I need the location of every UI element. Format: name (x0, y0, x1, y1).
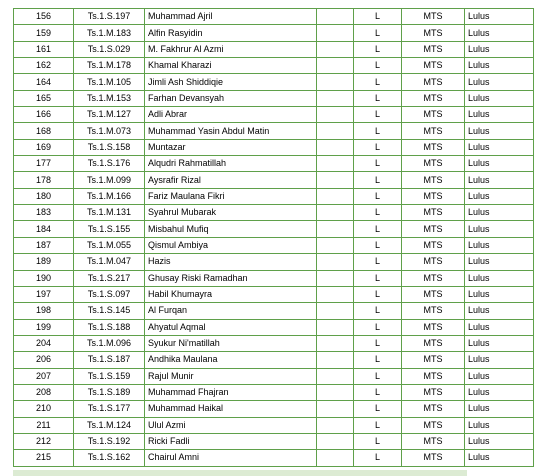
cell-student-name: Alfin Rasyidin (145, 25, 317, 41)
cell-empty (317, 90, 354, 106)
cell-student-id: Ts.1.S.176 (74, 156, 145, 172)
cell-student-id: Ts.1.M.099 (74, 172, 145, 188)
cell-gender: L (354, 74, 402, 90)
cell-student-name: Chairul Amni (145, 450, 317, 466)
cell-student-id: Ts.1.M.153 (74, 90, 145, 106)
cell-student-name: Muhammad Yasin Abdul Matin (145, 123, 317, 139)
cell-school-level: MTS (402, 107, 465, 123)
cell-status: Lulus (465, 401, 534, 417)
cell-empty (317, 58, 354, 74)
table-row (14, 139, 534, 155)
cell-gender: L (354, 25, 402, 41)
cell-number: 207 (14, 368, 74, 384)
cell-gender: L (354, 237, 402, 253)
student-results-table (13, 8, 534, 467)
cell-number: 159 (14, 25, 74, 41)
cell-empty (317, 335, 354, 351)
cell-empty (317, 254, 354, 270)
table-row (14, 433, 534, 449)
cell-gender: L (354, 417, 402, 433)
cell-status: Lulus (465, 286, 534, 302)
cell-school-level: MTS (402, 123, 465, 139)
cell-student-name: Rajul Munir (145, 368, 317, 384)
cell-empty (317, 433, 354, 449)
cell-student-id: Ts.1.M.105 (74, 74, 145, 90)
cell-student-name: Adli Abrar (145, 107, 317, 123)
cell-status: Lulus (465, 123, 534, 139)
cell-student-id: Ts.1.S.187 (74, 352, 145, 368)
cell-school-level: MTS (402, 450, 465, 466)
cell-school-level: MTS (402, 41, 465, 57)
table-row (14, 450, 534, 466)
cell-student-name: Hazis (145, 254, 317, 270)
table-row (14, 270, 534, 286)
cell-empty (317, 41, 354, 57)
cell-number: 166 (14, 107, 74, 123)
cell-school-level: MTS (402, 384, 465, 400)
cell-status: Lulus (465, 319, 534, 335)
cell-status: Lulus (465, 384, 534, 400)
cell-number: 178 (14, 172, 74, 188)
cell-gender: L (354, 123, 402, 139)
table-row (14, 41, 534, 57)
cell-gender: L (354, 450, 402, 466)
cell-student-id: Ts.1.M.047 (74, 254, 145, 270)
cell-student-id: Ts.1.M.178 (74, 58, 145, 74)
cell-gender: L (354, 401, 402, 417)
table-row (14, 107, 534, 123)
cell-number: 165 (14, 90, 74, 106)
cell-empty (317, 188, 354, 204)
cell-number: 168 (14, 123, 74, 139)
table-row (14, 58, 534, 74)
cell-gender: L (354, 107, 402, 123)
table-row (14, 123, 534, 139)
cell-number: 206 (14, 352, 74, 368)
cell-empty (317, 450, 354, 466)
cell-student-id: Ts.1.S.029 (74, 41, 145, 57)
cell-student-name: Andhika Maulana (145, 352, 317, 368)
student-results-sheet (13, 8, 490, 467)
cell-school-level: MTS (402, 205, 465, 221)
table-row (14, 156, 534, 172)
cell-status: Lulus (465, 58, 534, 74)
cell-number: 177 (14, 156, 74, 172)
cell-empty (317, 205, 354, 221)
cell-student-name: Qismul Ambiya (145, 237, 317, 253)
cell-number: 180 (14, 188, 74, 204)
cell-student-name: Jimli Ash Shiddiqie (145, 74, 317, 90)
cell-empty (317, 123, 354, 139)
cell-status: Lulus (465, 139, 534, 155)
cell-gender: L (354, 9, 402, 25)
cell-student-id: Ts.1.M.096 (74, 335, 145, 351)
cell-student-name: Muhammad Fhajran (145, 384, 317, 400)
cell-school-level: MTS (402, 335, 465, 351)
cell-status: Lulus (465, 107, 534, 123)
cell-gender: L (354, 335, 402, 351)
cell-school-level: MTS (402, 433, 465, 449)
cell-student-id: Ts.1.S.162 (74, 450, 145, 466)
cell-empty (317, 417, 354, 433)
cell-student-name: Syahrul Mubarak (145, 205, 317, 221)
cell-empty (317, 401, 354, 417)
cell-student-name: Ghusay Riski Ramadhan (145, 270, 317, 286)
cell-student-name: Syukur Ni'matillah (145, 335, 317, 351)
cell-school-level: MTS (402, 58, 465, 74)
cell-empty (317, 139, 354, 155)
cell-number: 204 (14, 335, 74, 351)
cell-school-level: MTS (402, 156, 465, 172)
table-row (14, 286, 534, 302)
cell-student-id: Ts.1.M.055 (74, 237, 145, 253)
cell-school-level: MTS (402, 368, 465, 384)
cell-number: 156 (14, 9, 74, 25)
cell-status: Lulus (465, 450, 534, 466)
cell-empty (317, 384, 354, 400)
cell-empty (317, 172, 354, 188)
table-row (14, 384, 534, 400)
cell-gender: L (354, 286, 402, 302)
cell-gender: L (354, 172, 402, 188)
cell-student-id: Ts.1.M.166 (74, 188, 145, 204)
cell-student-id: Ts.1.S.177 (74, 401, 145, 417)
cell-student-id: Ts.1.M.183 (74, 25, 145, 41)
cell-empty (317, 303, 354, 319)
cell-gender: L (354, 205, 402, 221)
cell-student-id: Ts.1.M.124 (74, 417, 145, 433)
cell-gender: L (354, 188, 402, 204)
cell-gender: L (354, 303, 402, 319)
cell-school-level: MTS (402, 303, 465, 319)
cell-status: Lulus (465, 417, 534, 433)
table-row (14, 254, 534, 270)
cell-status: Lulus (465, 254, 534, 270)
cell-status: Lulus (465, 156, 534, 172)
cell-school-level: MTS (402, 237, 465, 253)
cell-school-level: MTS (402, 172, 465, 188)
cell-student-name: Muhammad Haikal (145, 401, 317, 417)
cell-empty (317, 25, 354, 41)
cell-school-level: MTS (402, 25, 465, 41)
table-body (14, 9, 534, 467)
cell-status: Lulus (465, 303, 534, 319)
table-row (14, 90, 534, 106)
cell-status: Lulus (465, 335, 534, 351)
cell-status: Lulus (465, 90, 534, 106)
cell-number: 184 (14, 221, 74, 237)
table-row (14, 417, 534, 433)
cell-number: 197 (14, 286, 74, 302)
cell-number: 183 (14, 205, 74, 221)
cell-school-level: MTS (402, 352, 465, 368)
table-row (14, 237, 534, 253)
cell-empty (317, 270, 354, 286)
cell-gender: L (354, 221, 402, 237)
cell-gender: L (354, 254, 402, 270)
cell-empty (317, 156, 354, 172)
cell-student-id: Ts.1.S.097 (74, 286, 145, 302)
cell-student-name: Muhammad Ajril (145, 9, 317, 25)
cell-status: Lulus (465, 205, 534, 221)
table-row (14, 74, 534, 90)
cell-gender: L (354, 384, 402, 400)
cell-gender: L (354, 368, 402, 384)
table-row (14, 368, 534, 384)
cell-student-name: Ricki Fadli (145, 433, 317, 449)
cell-status: Lulus (465, 172, 534, 188)
table-row (14, 401, 534, 417)
cell-status: Lulus (465, 188, 534, 204)
table-row (14, 352, 534, 368)
cell-student-name: Al Furqan (145, 303, 317, 319)
cell-school-level: MTS (402, 221, 465, 237)
cell-student-id: Ts.1.S.155 (74, 221, 145, 237)
cell-number: 187 (14, 237, 74, 253)
cell-school-level: MTS (402, 286, 465, 302)
cell-empty (317, 352, 354, 368)
table-row (14, 172, 534, 188)
cell-school-level: MTS (402, 9, 465, 25)
cell-gender: L (354, 58, 402, 74)
cell-empty (317, 221, 354, 237)
cell-student-id: Ts.1.M.131 (74, 205, 145, 221)
cell-number: 190 (14, 270, 74, 286)
cell-number: 161 (14, 41, 74, 57)
cell-number: 164 (14, 74, 74, 90)
cell-school-level: MTS (402, 401, 465, 417)
cell-student-name: Ulul Azmi (145, 417, 317, 433)
cell-number: 212 (14, 433, 74, 449)
cell-gender: L (354, 319, 402, 335)
cell-student-name: Alqudri Rahmatillah (145, 156, 317, 172)
cell-number: 198 (14, 303, 74, 319)
cell-status: Lulus (465, 352, 534, 368)
cell-student-name: Muntazar (145, 139, 317, 155)
cell-school-level: MTS (402, 74, 465, 90)
cell-status: Lulus (465, 433, 534, 449)
cell-empty (317, 74, 354, 90)
table-row (14, 335, 534, 351)
cell-status: Lulus (465, 221, 534, 237)
cell-status: Lulus (465, 74, 534, 90)
cell-gender: L (354, 139, 402, 155)
cell-school-level: MTS (402, 90, 465, 106)
cell-student-name: M. Fakhrur Al Azmi (145, 41, 317, 57)
cell-student-id: Ts.1.S.145 (74, 303, 145, 319)
cell-number: 211 (14, 417, 74, 433)
table-row (14, 205, 534, 221)
cell-student-id: Ts.1.M.073 (74, 123, 145, 139)
cell-school-level: MTS (402, 417, 465, 433)
cell-student-id: Ts.1.S.192 (74, 433, 145, 449)
cell-gender: L (354, 41, 402, 57)
cell-school-level: MTS (402, 270, 465, 286)
cell-gender: L (354, 156, 402, 172)
table-row (14, 188, 534, 204)
cell-student-name: Aysrafir Rizal (145, 172, 317, 188)
cell-student-name: Habil Khumayra (145, 286, 317, 302)
table-row (14, 25, 534, 41)
next-row-strip (13, 470, 467, 476)
cell-number: 215 (14, 450, 74, 466)
cell-student-id: Ts.1.S.159 (74, 368, 145, 384)
table-row (14, 303, 534, 319)
cell-gender: L (354, 352, 402, 368)
cell-student-id: Ts.1.S.188 (74, 319, 145, 335)
cell-status: Lulus (465, 41, 534, 57)
table-row (14, 9, 534, 25)
cell-gender: L (354, 90, 402, 106)
cell-school-level: MTS (402, 188, 465, 204)
cell-student-name: Ahyatul Aqmal (145, 319, 317, 335)
cell-status: Lulus (465, 25, 534, 41)
cell-status: Lulus (465, 9, 534, 25)
cell-number: 210 (14, 401, 74, 417)
cell-student-id: Ts.1.S.158 (74, 139, 145, 155)
cell-student-id: Ts.1.M.127 (74, 107, 145, 123)
cell-empty (317, 368, 354, 384)
cell-student-id: Ts.1.S.217 (74, 270, 145, 286)
cell-student-id: Ts.1.S.197 (74, 9, 145, 25)
cell-gender: L (354, 270, 402, 286)
cell-empty (317, 107, 354, 123)
cell-student-id: Ts.1.S.189 (74, 384, 145, 400)
cell-status: Lulus (465, 237, 534, 253)
table-row (14, 221, 534, 237)
cell-number: 169 (14, 139, 74, 155)
table-row (14, 319, 534, 335)
cell-status: Lulus (465, 368, 534, 384)
cell-number: 189 (14, 254, 74, 270)
cell-school-level: MTS (402, 139, 465, 155)
cell-number: 199 (14, 319, 74, 335)
cell-school-level: MTS (402, 254, 465, 270)
cell-student-name: Fariz Maulana Fikri (145, 188, 317, 204)
cell-status: Lulus (465, 270, 534, 286)
cell-student-name: Farhan Devansyah (145, 90, 317, 106)
cell-number: 208 (14, 384, 74, 400)
cell-student-name: Misbahul Mufiq (145, 221, 317, 237)
cell-empty (317, 9, 354, 25)
cell-student-name: Khamal Kharazi (145, 58, 317, 74)
cell-empty (317, 286, 354, 302)
cell-school-level: MTS (402, 319, 465, 335)
cell-gender: L (354, 433, 402, 449)
cell-empty (317, 237, 354, 253)
cell-empty (317, 319, 354, 335)
cell-number: 162 (14, 58, 74, 74)
